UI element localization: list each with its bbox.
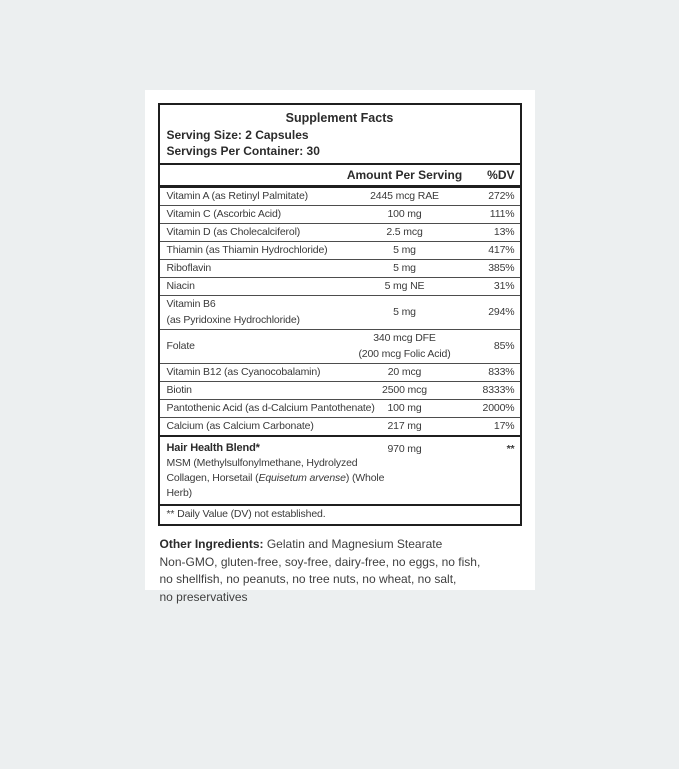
nutrient-name: Folate — [166, 340, 195, 352]
other-ingredients-section — [158, 526, 522, 606]
nutrient-amount-line2: (200 mcg Folic Acid) — [358, 348, 451, 360]
nutrient-amount: 2445 mcg RAE — [370, 190, 439, 202]
nutrient-name: Vitamin A (as Retinyl Palmitate) — [166, 190, 308, 202]
serving-size-text: Serving Size: 2 Capsules — [166, 128, 309, 142]
nutrient-name: Calcium (as Calcium Carbonate) — [166, 420, 314, 432]
nutrient-dv: 13% — [493, 226, 515, 238]
nutrient-amount: 100 mg — [387, 208, 422, 220]
table-row — [160, 241, 520, 259]
nutrient-amount: 5 mg NE — [384, 280, 425, 292]
supplement-facts-table — [158, 103, 522, 526]
table-row — [160, 188, 520, 205]
blend-row — [160, 435, 520, 504]
nutrient-amount: 100 mg — [387, 402, 422, 414]
other-ingredients-label: Other Ingredients: — [159, 537, 264, 551]
nutrient-name: Biotin — [166, 384, 192, 396]
nutrient-dv: 85% — [493, 340, 515, 352]
allergen-statement-line-1: Non-GMO, gluten-free, soy-free, dairy-free, no eggs, no fish, — [159, 554, 481, 569]
nutrient-name: Pantothenic Acid (as d-Calcium Pantothenate) — [166, 402, 375, 414]
nutrient-dv: 2000% — [482, 402, 515, 414]
nutrient-name-line2: (as Pyridoxine Hydrochloride) — [166, 314, 300, 326]
nutrient-name: Vitamin D (as Cholecalciferol) — [166, 226, 301, 238]
blend-desc-before: MSM (Methylsulfonylmethane, Hydrolyzed Collagen, Horsetail ( — [166, 457, 358, 484]
column-header-amount: Amount Per Serving — [346, 168, 463, 182]
nutrient-dv: 31% — [493, 280, 515, 292]
other-ingredients-value: Gelatin and Magnesium Stearate — [263, 537, 443, 551]
nutrient-rows — [160, 188, 520, 435]
page-background — [0, 90, 679, 769]
nutrient-name: Thiamin (as Thiamin Hydrochloride) — [166, 244, 328, 256]
table-row — [160, 363, 520, 381]
allergen-statement-line-3: no preservatives — [159, 589, 248, 604]
table-row — [160, 399, 520, 417]
allergen-statement-line-2: no shellfish, no peanuts, no tree nuts, no wheat, no salt, — [159, 572, 457, 586]
blend-dv: ** — [506, 443, 515, 455]
blend-amount: 970 mg — [387, 443, 422, 455]
blend-name: Hair Health Blend* — [166, 442, 260, 454]
table-row — [160, 417, 520, 435]
label-header — [160, 105, 520, 163]
nutrient-dv: 8333% — [482, 384, 515, 396]
label-title: Supplement Facts — [285, 111, 394, 125]
nutrient-amount: 5 mg — [393, 244, 416, 256]
nutrient-name: Riboflavin — [166, 262, 212, 274]
blend-description — [167, 456, 402, 501]
table-row — [160, 205, 520, 223]
nutrient-amount: 2500 mcg — [382, 384, 427, 396]
nutrient-amount: 5 mg — [393, 306, 416, 318]
column-header-row — [160, 163, 520, 188]
blend-name-cell — [160, 441, 385, 501]
nutrient-name: Vitamin B6 (as Pyridoxine Hydrochloride) — [160, 298, 340, 327]
table-row — [160, 329, 520, 363]
nutrient-dv: 294% — [488, 306, 515, 318]
supplement-label-card — [145, 90, 535, 604]
blend-desc-latin-name: Equisetum arvense — [258, 472, 346, 484]
nutrient-amount: 217 mg — [387, 420, 422, 432]
nutrient-amount: 340 mcg DFE (200 mcg Folic Acid) — [340, 332, 470, 361]
nutrient-dv: 417% — [488, 244, 515, 256]
table-row — [160, 223, 520, 241]
nutrient-amount: 5 mg — [393, 262, 416, 274]
table-row — [160, 381, 520, 399]
nutrient-dv: 272% — [488, 190, 515, 202]
servings-per-container-text: Servings Per Container: 30 — [166, 144, 320, 158]
nutrient-dv: 385% — [488, 262, 515, 274]
table-row — [160, 277, 520, 295]
nutrient-name: Vitamin C (Ascorbic Acid) — [166, 208, 282, 220]
blend-desc-after: ) (Whole Herb) — [166, 472, 385, 499]
nutrient-dv: 111% — [489, 208, 515, 220]
nutrient-amount: 20 mcg — [387, 366, 422, 378]
column-header-dv: %DV — [487, 168, 515, 182]
nutrient-dv: 17% — [493, 420, 515, 432]
other-ingredients-line — [160, 536, 520, 554]
nutrient-dv: 833% — [488, 366, 515, 378]
nutrient-name: Vitamin B12 (as Cyanocobalamin) — [166, 366, 321, 378]
daily-value-footnote: ** Daily Value (DV) not established. — [160, 504, 520, 524]
nutrient-amount: 2.5 mcg — [386, 226, 423, 238]
table-row — [160, 295, 520, 329]
nutrient-name: Niacin — [166, 280, 195, 292]
table-row — [160, 259, 520, 277]
